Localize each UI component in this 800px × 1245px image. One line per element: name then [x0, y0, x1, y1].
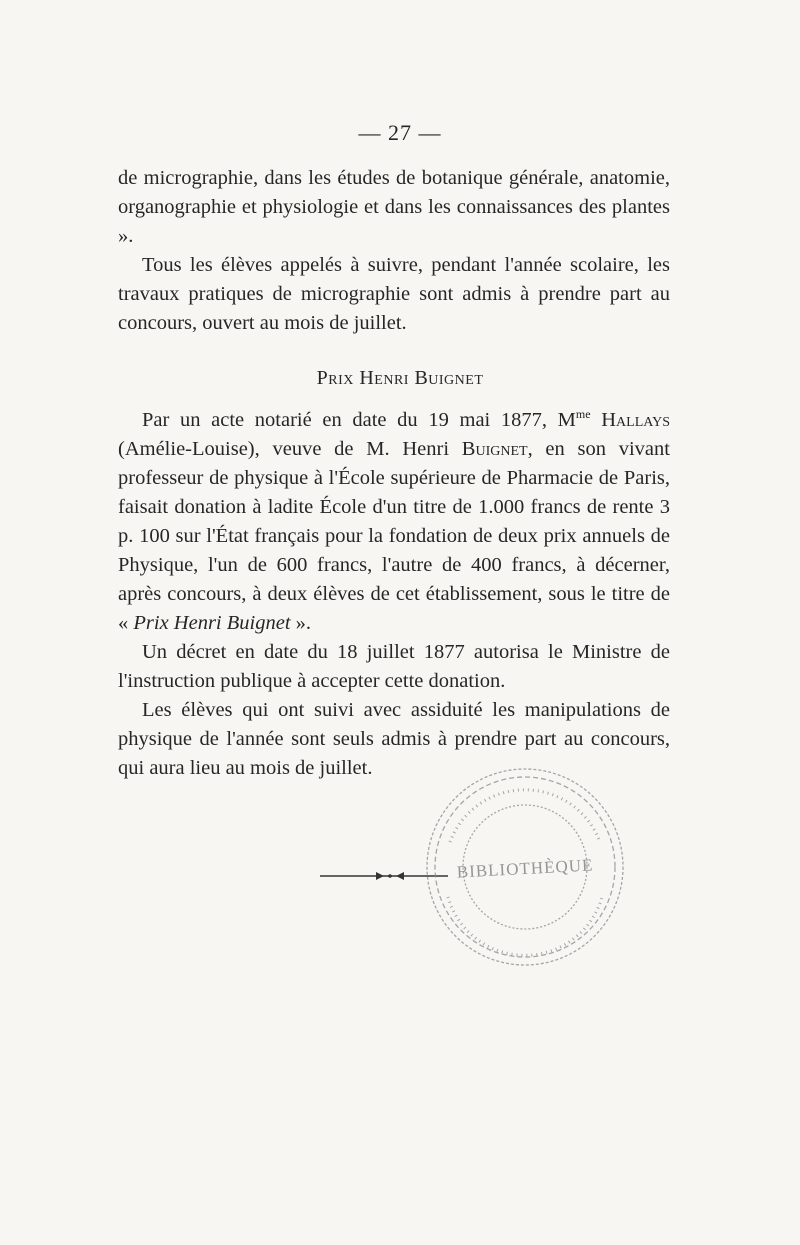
- paragraph-continuation: de micrographie, dans les études de botanique générale, anatomie, organographie et physiologie et dans les connaissances des plantes ».: [118, 167, 670, 247]
- library-stamp: [420, 762, 630, 972]
- donor-name: Hallays: [590, 409, 670, 431]
- stamp-center-text: BIBLIOTHÈQUE: [456, 855, 594, 882]
- page-number: — 27 —: [358, 120, 442, 145]
- donation-text-part-d: ».: [290, 612, 312, 634]
- prix-buignet-text-block: [118, 400, 670, 783]
- paragraph-decree: Un décret en date du 18 juillet 1877 autorisa le Ministre de l'instruction publique à accepter cette donation.: [118, 641, 670, 692]
- prize-title: Prix Henri Buignet: [133, 612, 291, 634]
- title-superscript: me: [575, 407, 591, 421]
- intro-text-block: [118, 164, 670, 338]
- donation-text-part-b: (Amélie-Louise), veuve de M. Henri: [118, 438, 462, 460]
- donation-text-part-a: Par un acte notarié en date du 19 mai 1877, M: [142, 409, 576, 431]
- professor-name: Buignet: [461, 438, 528, 460]
- donation-text-part-c: , en son vivant professeur de physique à l'École supérieure de Pharmacie de Paris, faisait donation à ladite École d'un titre de 1.000 francs de rente 3 p. 100 sur l'État français pour la fondation de deux prix annuels de Physique, l'un de 600 francs, l'autre de 400 francs, à décerner, après concours, à deux élèves de cet établissement, sous le titre de «: [118, 438, 670, 634]
- paragraph-eligibility: Les élèves qui ont suivi avec assiduité les manipulations de physique de l'année sont seuls admis à prendre part au concours, qui aura lieu au mois de juillet.: [118, 699, 670, 779]
- section-heading-prix-buignet: Prix Henri Buignet: [316, 367, 484, 389]
- paragraph-practical-work: Tous les élèves appelés à suivre, pendant l'année scolaire, les travaux pratiques de micrographie sont admis à prendre part au concours, ouvert au mois de juillet.: [118, 254, 670, 334]
- paragraph-donation: [118, 400, 670, 638]
